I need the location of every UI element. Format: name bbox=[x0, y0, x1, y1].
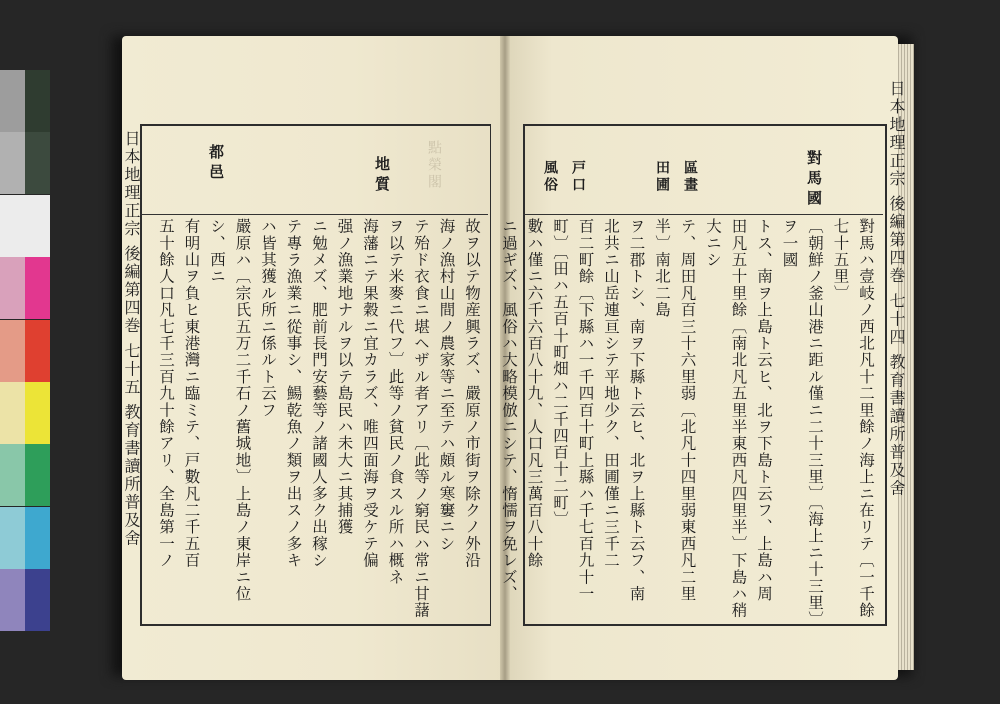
color-swatch bbox=[0, 382, 25, 444]
color-swatch bbox=[0, 257, 25, 319]
text-column: 五十餘人口凡七千三百九十餘アリ、全島第一ノ bbox=[157, 218, 175, 569]
heading-koko: 戸口 bbox=[570, 160, 586, 194]
heading-chishitsu: 地質 bbox=[373, 156, 391, 196]
color-calibration-chart bbox=[0, 70, 50, 632]
heading-toyu: 都邑 bbox=[207, 144, 225, 184]
text-column: トス、南ヲ上島ト云ヒ、北ヲ下島ト云フ、上島ハ周 bbox=[755, 218, 773, 603]
text-column: ヲ二郡トシ、南ヲ下縣ト云ヒ、北ヲ上縣ト云フ、南 bbox=[627, 218, 646, 603]
heading-denen: 田圃 bbox=[654, 160, 670, 194]
right-heading-rule bbox=[523, 214, 883, 215]
color-swatch bbox=[25, 444, 50, 506]
text-column: 海ノ漁村山間ノ農家等ニ至テハ頗ル寒窶ニシ bbox=[437, 218, 456, 552]
text-column: 數ハ僅ニ六千六百八十九、人口凡三萬百八十餘 bbox=[525, 218, 544, 569]
text-column: 對馬ハ壹岐ノ西北凡十二里餘ノ海上ニ在リテ〔一千餘七十五里〕 bbox=[831, 218, 875, 619]
text-column: 强ノ漁業地ナルヲ以テ島民ハ未大ニ其捕獲 bbox=[335, 218, 354, 536]
color-swatch bbox=[0, 132, 25, 194]
text-column: テ殆ド衣食ニ堪ヘザル者アリ〔此等ノ窮民ハ常ニ甘藷ヲ以テ米麥ニ代フ〕此等ノ貧民ノ食スル所ハ概ネ bbox=[386, 218, 430, 619]
text-column: 北共ニ山岳連亘シテ平地少ク、田圃僅ニ三千二 bbox=[602, 218, 620, 569]
text-column: 〔朝鮮ノ釜山港ニ距ル僅ニ二十三里〕〔海上ニ十三里〕ヲ一國 bbox=[780, 218, 824, 620]
text-column: テ專ラ漁業ニ從事シ、鰑乾魚ノ類ヲ出スノ多キ bbox=[284, 218, 303, 569]
text-column: 田凡五十里餘〔南北凡五里半東西凡四里半〕下島ハ稍大ニシ bbox=[704, 218, 748, 619]
text-column: ニ勉メズ、肥前長門安藝等ノ諸國人多ク出稼シ bbox=[310, 218, 328, 569]
color-swatch bbox=[0, 195, 25, 257]
library-stamp: 點榮閣 bbox=[426, 140, 442, 191]
color-swatch bbox=[25, 507, 50, 569]
text-column: 嚴原ハ〔宗氏五万二千石ノ舊城地〕上島ノ東岸ニ位シ、西ニ bbox=[208, 218, 252, 603]
left-margin-title: 日本地理正宗 後編第四巻 七十五 教育書讀所普及舍 bbox=[122, 130, 141, 548]
right-margin-title: 日本地理正宗 後編第四巻 七十四 教育書讀所普及舍 bbox=[887, 80, 906, 498]
left-heading-rule bbox=[140, 214, 488, 215]
text-column: 海藩ニテ果穀ニ宜カラズ、唯四面海ヲ受ケテ偏 bbox=[361, 218, 379, 569]
text-column: 百二町餘〔下縣ハ一千四百十町上縣ハ千七百九十一町〕〔田ハ五百十町畑ハ二千四百十二町〕 bbox=[551, 218, 595, 603]
color-swatch bbox=[0, 569, 25, 631]
text-column: 故ヲ以テ物産興ラズ、嚴原ノ市街ヲ除クノ外沿 bbox=[463, 218, 481, 569]
text-column: 有明山ヲ負ヒ東港灣ニ臨ミテ、戸數凡二千五百 bbox=[182, 218, 201, 569]
color-swatch bbox=[25, 320, 50, 382]
heading-tsushima: 對馬國 bbox=[805, 150, 823, 210]
text-column: ハ皆其獲ル所ニ係ルト云フ bbox=[259, 218, 277, 419]
color-swatch bbox=[0, 444, 25, 506]
heading-kukaku: 區畫 bbox=[682, 160, 698, 194]
text-column: テ、周田凡百三十六里弱〔北凡十四里弱東西凡二里半〕南北二島 bbox=[653, 218, 697, 603]
color-swatch bbox=[25, 569, 50, 631]
color-swatch bbox=[25, 132, 50, 194]
color-swatch bbox=[25, 257, 50, 319]
heading-fuzoku: 風俗 bbox=[542, 160, 558, 194]
text-column: ニ過ギズ、風俗ハ大略模倣ニシテ、惰懦ヲ免レズ、 bbox=[500, 218, 518, 603]
color-swatch bbox=[25, 382, 50, 444]
color-swatch bbox=[0, 70, 25, 132]
right-body-text bbox=[500, 218, 878, 620]
color-swatch bbox=[25, 70, 50, 132]
color-swatch bbox=[0, 507, 25, 569]
left-body-text bbox=[146, 218, 484, 620]
color-swatch bbox=[25, 195, 50, 257]
color-swatch bbox=[0, 320, 25, 382]
